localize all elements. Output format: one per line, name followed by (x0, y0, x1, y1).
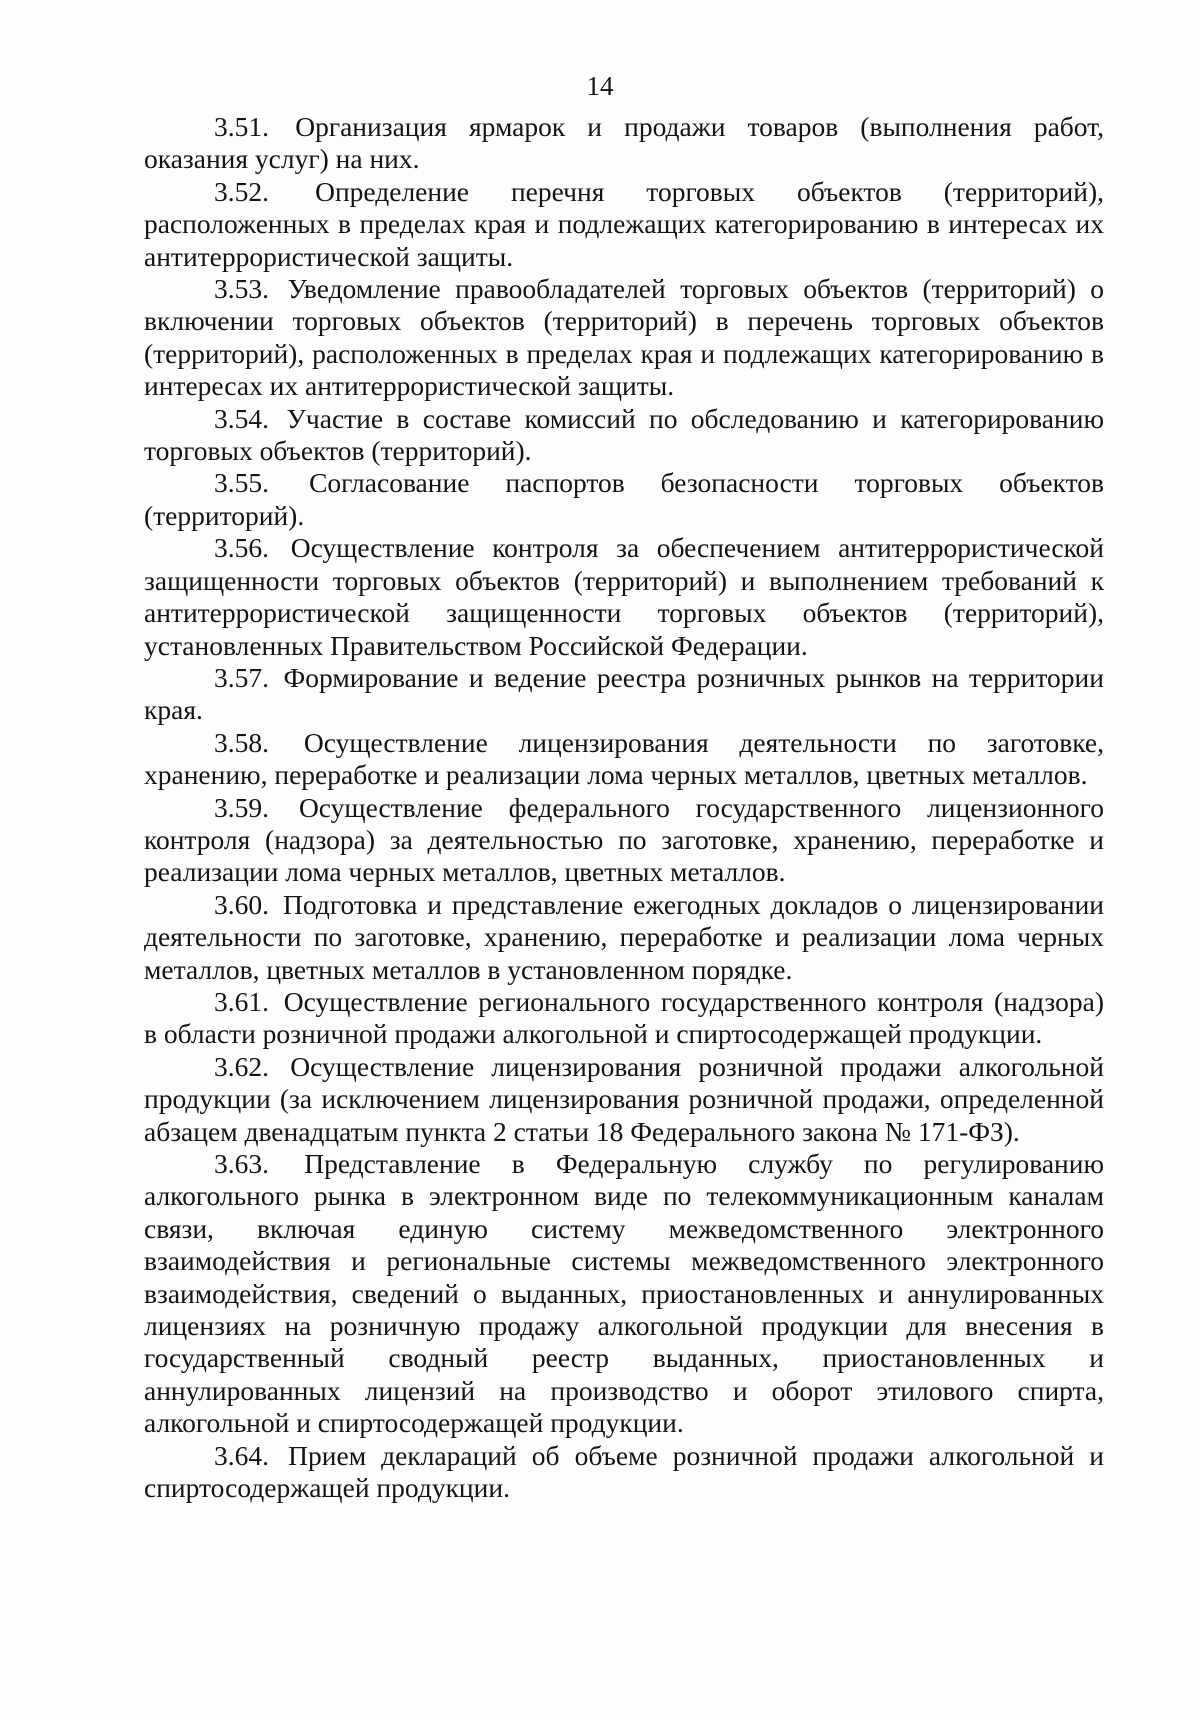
paragraph-3-52 (144, 176, 1104, 273)
paragraph-number: 3.51. (214, 111, 269, 142)
paragraph-number: 3.63. (214, 1148, 269, 1179)
paragraph-text: Осуществление лицензирования деятельности по заготовке, хранению, переработке и реализации лома черных металлов, цветных металлов. (144, 726, 1105, 791)
paragraph-text: Уведомление правообладателей торговых объектов (территорий) о включении торговых объектов (территорий) в перечень торговых объектов (территорий), расположенных в пределах края и подлежащих категорированию в интересах их антитеррористической защиты. (144, 273, 1104, 402)
paragraph-number: 3.64. (214, 1439, 269, 1471)
paragraph-text: Прием деклараций об объеме розничной продажи алкогольной и спиртосодержащей продукции. (144, 1439, 1105, 1504)
paragraph-3-61 (144, 986, 1104, 1051)
paragraph-3-58 (144, 727, 1104, 792)
paragraph-3-59 (144, 792, 1104, 889)
paragraph-3-51 (144, 111, 1104, 176)
paragraph-number: 3.60. (214, 888, 269, 920)
paragraph-text: Формирование и ведение реестра розничных рынков на территории края. (144, 661, 1104, 726)
paragraph-3-53 (144, 273, 1104, 403)
paragraph-text: Осуществление регионального государственного контроля (надзора) в области розничной продажи алкогольной и спиртосодержащей продукции. (144, 985, 1104, 1050)
paragraph-text: Определение перечня торговых объектов (территорий), расположенных в пределах края и подлежащих категорированию в интересах их антитеррористической защиты. (144, 175, 1104, 272)
paragraph-number: 3.58. (214, 726, 269, 758)
page-number: 14 (586, 71, 614, 101)
paragraph-3-62 (144, 1051, 1104, 1148)
paragraph-3-64 (144, 1440, 1104, 1505)
paragraph-text: Участие в составе комиссий по обследованию и категорированию торговых объектов (территорий). (144, 402, 1104, 467)
paragraph-3-57 (144, 662, 1104, 727)
paragraph-number: 3.55. (214, 467, 269, 499)
document-body (144, 111, 1104, 1504)
paragraph-text: Осуществление лицензирования розничной продажи алкогольной продукции (за исключением лицензирования розничной продажи, определенной абзацем двенадцатым пункта 2 статьи 18 Федерального закона № 171-ФЗ). (144, 1050, 1105, 1147)
paragraph-number: 3.62. (214, 1050, 269, 1082)
paragraph-3-63 (144, 1148, 1104, 1440)
paragraph-number: 3.57. (214, 661, 269, 693)
paragraph-text: Представление в Федеральную службу по регулированию алкогольного рынка в электронном виде по телекоммуникационным каналам связи, включая единую систему межведомственного электронного взаимодействия и региональные системы межведомственного электронного взаимодействия, сведений о выданных, приостановленных и аннулированных лицензиях на розничную продажу алкогольной продукции для внесения в государственный сводный реестр выданных, приостановленных и аннулированных лицензий на производство и оборот этилового спирта, алкогольной и спиртосодержащей продукции. (144, 1148, 1105, 1439)
paragraph-3-54 (144, 403, 1104, 468)
paragraph-number: 3.56. (214, 532, 269, 564)
paragraph-3-60 (144, 889, 1104, 986)
paragraph-number: 3.54. (214, 402, 269, 434)
paragraph-text: Осуществление контроля за обеспечением антитеррористической защищенности торговых объектов (территорий) и выполнением требований к антитеррористической защищенности торговых объектов (территорий), установленных Правительством Российской Федерации. (144, 532, 1104, 661)
paragraph-text: Согласование паспортов безопасности торговых объектов (территорий). (144, 467, 1105, 531)
paragraph-number: 3.59. (214, 791, 269, 823)
paragraph-3-56 (144, 532, 1104, 662)
paragraph-text: Подготовка и представление ежегодных докладов о лицензировании деятельности по заготовке, хранению, переработке и реализации лома черных металлов, цветных металлов в установленном порядке. (144, 888, 1104, 985)
paragraph-3-55 (144, 467, 1104, 532)
paragraph-text: Осуществление федерального государственного лицензионного контроля (надзора) за деятельностью по заготовке, хранению, переработке и реализации лома черных металлов, цветных металлов. (144, 791, 1104, 888)
paragraph-text: Организация ярмарок и продажи товаров (выполнения работ, оказания услуг) на них. (144, 111, 1104, 175)
paragraph-number: 3.53. (214, 273, 269, 305)
paragraph-number: 3.52. (214, 175, 269, 207)
paragraph-number: 3.61. (214, 985, 269, 1017)
